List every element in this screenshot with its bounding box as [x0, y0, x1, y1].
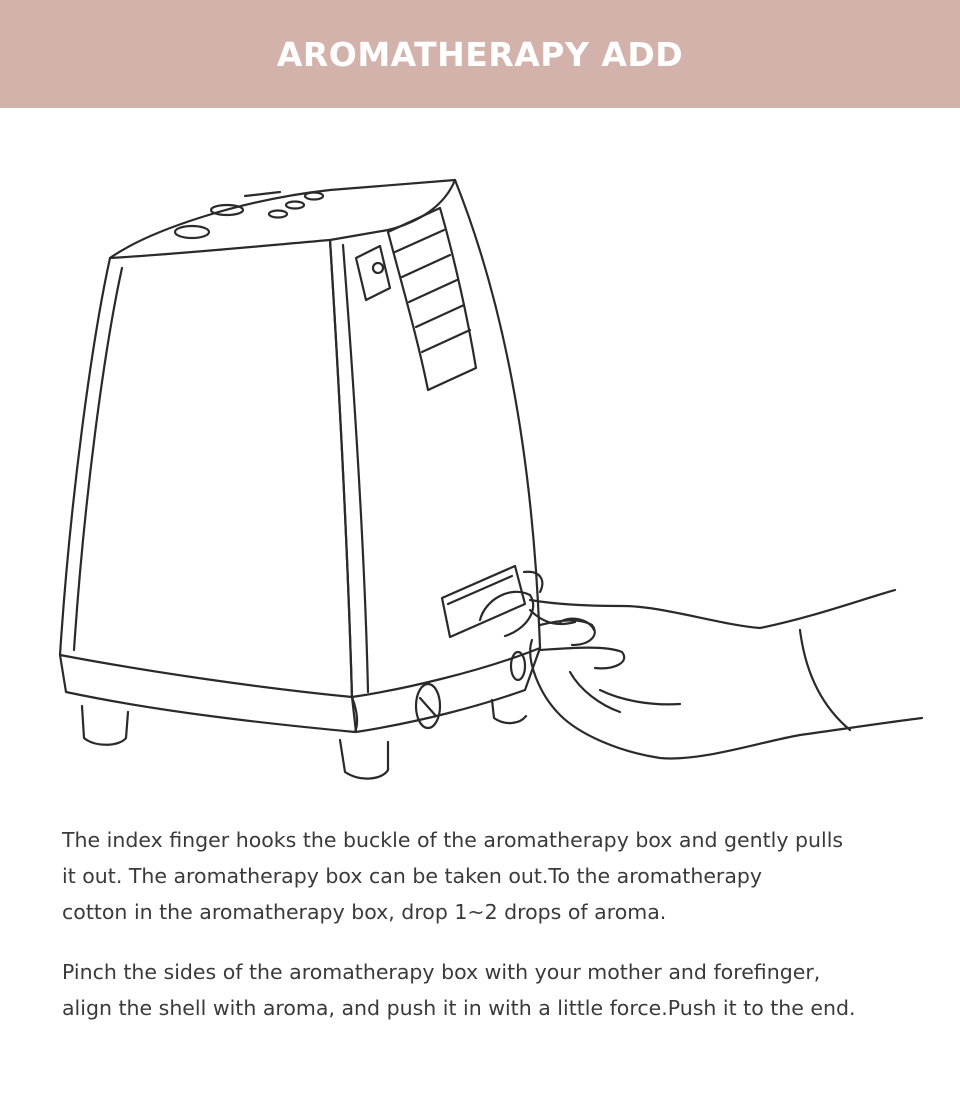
instruction-line: The index finger hooks the buckle of the aromatherapy box and gently pulls [62, 828, 844, 852]
diffuser-front [60, 240, 352, 697]
diffuser-top [110, 180, 455, 258]
diffuser-side [330, 180, 540, 697]
diffuser-illustration [0, 108, 960, 808]
foot-left-icon [82, 706, 128, 745]
title-banner [0, 0, 960, 108]
instruction-paragraph-2 [62, 954, 922, 1026]
top-button-4-icon [286, 202, 304, 209]
top-button-1-icon [175, 226, 209, 238]
instruction-line: align the shell with aroma, and push it in with a little force.Push it to the end. [62, 996, 856, 1020]
top-button-5-icon [305, 193, 323, 200]
instruction-paragraph-1 [62, 822, 922, 930]
power-switch-icon [356, 246, 390, 300]
instruction-line: cotton in the aromatherapy box, drop 1~2 drops of aroma. [62, 900, 667, 924]
instruction-line: it out. The aromatherapy box can be taken out.To the aromatherapy [62, 864, 763, 888]
foot-back-icon [492, 700, 526, 723]
instruction-line: Pinch the sides of the aromatherapy box with your mother and forefinger, [62, 960, 821, 984]
foot-right-icon [340, 740, 388, 779]
top-button-3-icon [269, 211, 287, 218]
page-title: AROMATHERAPY ADD [276, 34, 684, 74]
diffuser-drawing [0, 108, 960, 808]
